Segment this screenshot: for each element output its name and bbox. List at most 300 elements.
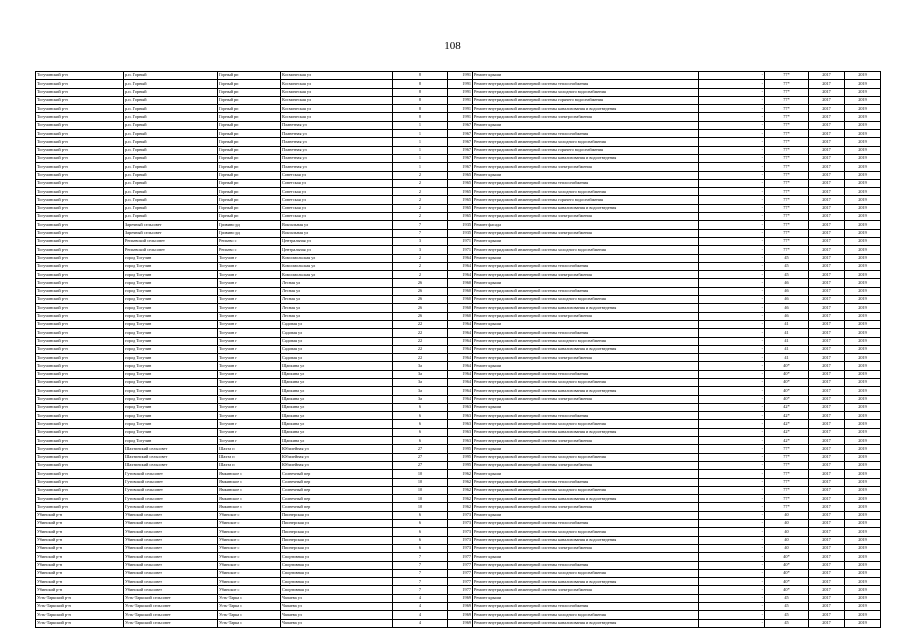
cell-work-type: Ремонт внутридомовой инженерной системы холодного водоснабжения: [473, 569, 699, 577]
cell-work-type: Ремонт внутридомовой инженерной системы теплоснабжения: [473, 329, 699, 337]
cell-year-from: 2017: [809, 171, 845, 179]
cell-year-to: 2019: [845, 495, 881, 503]
cell-district: Тогучинский р-н: [36, 461, 124, 469]
cell-settlement: Заречный сельсовет: [124, 221, 218, 229]
cell-val-b: 46: [765, 296, 809, 304]
cell-house: 7: [393, 553, 448, 561]
cell-locality: Ямкинское с: [218, 478, 281, 486]
cell-year: 1995: [448, 445, 473, 453]
cell-house: 3: [393, 237, 448, 245]
table-row: [36, 130, 881, 138]
cell-locality: Тогучин г: [218, 403, 281, 411]
cell-year-from: 2017: [809, 395, 845, 403]
cell-work-type: Ремонт крыши: [473, 320, 699, 328]
cell-locality: Убинское с: [218, 553, 281, 561]
cell-house: 3а: [393, 378, 448, 386]
cell-year-to: 2019: [845, 121, 881, 129]
cell-year-from: 2017: [809, 154, 845, 162]
cell-district: Тогучинский р-н: [36, 378, 124, 386]
cell-street: Спортивная ул: [281, 586, 393, 594]
table-row: [36, 503, 881, 511]
cell-year: 1964: [448, 254, 473, 262]
cell-year-to: 2019: [845, 337, 881, 345]
cell-street: Советская ул: [281, 179, 393, 187]
cell-locality: Тогучин г: [218, 362, 281, 370]
cell-work-type: Ремонт внутридомовой инженерной системы электроснабжения: [473, 271, 699, 279]
cell-settlement: город Тогучин: [124, 312, 218, 320]
cell-val-b: 77*: [765, 130, 809, 138]
table-row: [36, 304, 881, 312]
cell-district: Тогучинский р-н: [36, 121, 124, 129]
cell-year: 1964: [448, 262, 473, 270]
cell-val-a: -: [699, 271, 765, 279]
cell-street: Чапаева ул: [281, 611, 393, 619]
cell-val-a: -: [699, 163, 765, 171]
cell-locality: Горный рп: [218, 96, 281, 104]
table-row: [36, 536, 881, 544]
cell-year-to: 2019: [845, 445, 881, 453]
cell-work-type: Ремонт внутридомовой инженерной системы канализования и водоотведения: [473, 619, 699, 627]
cell-year-to: 2019: [845, 362, 881, 370]
cell-year-from: 2017: [809, 486, 845, 494]
cell-locality: Горный рп: [218, 130, 281, 138]
cell-settlement: Гутовский сельсовет: [124, 495, 218, 503]
cell-year-to: 2019: [845, 154, 881, 162]
cell-val-b: 77*: [765, 138, 809, 146]
cell-settlement: р.п. Горный: [124, 113, 218, 121]
cell-year-from: 2017: [809, 403, 845, 411]
table-body: [36, 72, 881, 628]
cell-year-from: 2017: [809, 611, 845, 619]
cell-district: Тогучинский р-н: [36, 105, 124, 113]
cell-house: 22: [393, 329, 448, 337]
cell-val-a: -: [699, 246, 765, 254]
cell-settlement: р.п. Горный: [124, 72, 218, 80]
cell-year-from: 2017: [809, 445, 845, 453]
cell-locality: Тогучин г: [218, 262, 281, 270]
cell-work-type: Ремонт крыши: [473, 171, 699, 179]
cell-locality: Тогучин г: [218, 279, 281, 287]
cell-district: Тогучинский р-н: [36, 345, 124, 353]
cell-work-type: Ремонт внутридомовой инженерной системы холодного водоснабжения: [473, 528, 699, 536]
cell-work-type: Ремонт внутридомовой инженерной системы канализования и водоотведения: [473, 578, 699, 586]
cell-year-to: 2019: [845, 603, 881, 611]
cell-year-from: 2017: [809, 337, 845, 345]
cell-house: 2: [393, 271, 448, 279]
cell-year: 1967: [448, 163, 473, 171]
cell-settlement: город Тогучин: [124, 296, 218, 304]
cell-house: 3а: [393, 395, 448, 403]
cell-street: Вокзальная ул: [281, 221, 393, 229]
cell-street: Спортивная ул: [281, 578, 393, 586]
cell-year-to: 2019: [845, 196, 881, 204]
cell-street: Спортивная ул: [281, 569, 393, 577]
cell-year: 1967: [448, 138, 473, 146]
cell-locality: Тогучин г: [218, 254, 281, 262]
cell-year-to: 2019: [845, 312, 881, 320]
cell-locality: Убинское с: [218, 536, 281, 544]
cell-district: Усть-Таркский р-н: [36, 594, 124, 602]
cell-district: Тогучинский р-н: [36, 312, 124, 320]
cell-locality: Тогучин г: [218, 437, 281, 445]
cell-val-a: -: [699, 287, 765, 295]
table-row: [36, 171, 881, 179]
cell-locality: Горный рп: [218, 213, 281, 221]
cell-settlement: р.п. Горный: [124, 96, 218, 104]
cell-street: Лесная ул: [281, 296, 393, 304]
cell-val-a: -: [699, 329, 765, 337]
table-row: [36, 354, 881, 362]
cell-val-b: 77*: [765, 96, 809, 104]
cell-year-to: 2019: [845, 395, 881, 403]
cell-year-from: 2017: [809, 262, 845, 270]
table-row: [36, 105, 881, 113]
cell-val-a: -: [699, 80, 765, 88]
cell-house: 4: [393, 603, 448, 611]
cell-settlement: Усть-Таркский сельсовет: [124, 594, 218, 602]
cell-district: Усть-Таркский р-н: [36, 611, 124, 619]
cell-district: Тогучинский р-н: [36, 453, 124, 461]
cell-year: 1969: [448, 611, 473, 619]
cell-settlement: город Тогучин: [124, 387, 218, 395]
cell-val-b: 77*: [765, 221, 809, 229]
cell-val-a: -: [699, 154, 765, 162]
cell-val-b: 40*: [765, 378, 809, 386]
cell-year: 1991: [448, 105, 473, 113]
cell-year-to: 2019: [845, 544, 881, 552]
cell-house: 2: [393, 254, 448, 262]
cell-house: 2: [393, 188, 448, 196]
cell-val-a: -: [699, 420, 765, 428]
cell-work-type: Ремонт внутридомовой инженерной системы холодного водоснабжения: [473, 420, 699, 428]
cell-year: 1965: [448, 188, 473, 196]
cell-work-type: Ремонт крыши: [473, 445, 699, 453]
cell-val-b: 46: [765, 279, 809, 287]
cell-locality: Ямкинское с: [218, 503, 281, 511]
cell-street: Советская ул: [281, 196, 393, 204]
cell-year: 1960: [448, 304, 473, 312]
cell-locality: Тогучин г: [218, 387, 281, 395]
cell-year-from: 2017: [809, 130, 845, 138]
cell-year-to: 2019: [845, 428, 881, 436]
cell-district: Тогучинский р-н: [36, 221, 124, 229]
cell-house: 8: [393, 113, 448, 121]
cell-district: Тогучинский р-н: [36, 271, 124, 279]
cell-locality: Убинское с: [218, 528, 281, 536]
cell-house: 26: [393, 304, 448, 312]
cell-val-b: 77*: [765, 163, 809, 171]
cell-street: Спортивная ул: [281, 561, 393, 569]
cell-locality: Тогучин г: [218, 287, 281, 295]
table-row: [36, 320, 881, 328]
cell-val-a: -: [699, 237, 765, 245]
cell-work-type: Ремонт внутридомовой инженерной системы теплоснабжения: [473, 412, 699, 420]
cell-street: Щапкина ул: [281, 437, 393, 445]
cell-district: Убинский р-н: [36, 553, 124, 561]
cell-work-type: Ремонт крыши: [473, 279, 699, 287]
table-row: [36, 453, 881, 461]
cell-street: Центральная ул: [281, 237, 393, 245]
cell-year: 1991: [448, 96, 473, 104]
cell-val-a: -: [699, 320, 765, 328]
cell-val-a: -: [699, 520, 765, 528]
table-row: [36, 229, 881, 237]
cell-locality: Репьево с: [218, 237, 281, 245]
cell-year: 1977: [448, 553, 473, 561]
cell-locality: Усть-Тарка с: [218, 611, 281, 619]
cell-locality: Тогучин г: [218, 354, 281, 362]
cell-street: Щапкина ул: [281, 412, 393, 420]
cell-house: 6: [393, 544, 448, 552]
cell-work-type: Ремонт внутридомовой инженерной системы теплоснабжения: [473, 370, 699, 378]
cell-year-to: 2019: [845, 171, 881, 179]
cell-locality: Тогучин г: [218, 370, 281, 378]
cell-locality: Тогучин г: [218, 304, 281, 312]
cell-street: Космическая ул: [281, 80, 393, 88]
cell-year-from: 2017: [809, 603, 845, 611]
cell-year-from: 2017: [809, 138, 845, 146]
cell-val-b: 42*: [765, 428, 809, 436]
cell-settlement: город Тогучин: [124, 320, 218, 328]
cell-district: Тогучинский р-н: [36, 387, 124, 395]
cell-year-from: 2017: [809, 553, 845, 561]
cell-house: 2: [393, 204, 448, 212]
cell-year-to: 2019: [845, 586, 881, 594]
cell-settlement: Шахтинский сельсовет: [124, 453, 218, 461]
cell-street: Садовая ул: [281, 354, 393, 362]
cell-val-a: -: [699, 603, 765, 611]
table-row: [36, 163, 881, 171]
cell-house: 3а: [393, 387, 448, 395]
cell-settlement: Убинский сельсовет: [124, 553, 218, 561]
cell-street: Космическая ул: [281, 72, 393, 80]
cell-year: 1991: [448, 113, 473, 121]
cell-year-from: 2017: [809, 578, 845, 586]
table-row: [36, 254, 881, 262]
cell-year-from: 2017: [809, 213, 845, 221]
cell-val-b: 77*: [765, 154, 809, 162]
cell-work-type: Ремонт внутридомовой инженерной системы теплоснабжения: [473, 520, 699, 528]
cell-locality: Ямкинское с: [218, 486, 281, 494]
cell-work-type: Ремонт крыши: [473, 403, 699, 411]
cell-settlement: р.п. Горный: [124, 179, 218, 187]
cell-house: 1: [393, 163, 448, 171]
cell-locality: Гривино рд: [218, 221, 281, 229]
cell-work-type: Ремонт внутридомовой инженерной системы холодного водоснабжения: [473, 486, 699, 494]
cell-work-type: Ремонт внутридомовой инженерной системы теплоснабжения: [473, 287, 699, 295]
cell-locality: Горный рп: [218, 171, 281, 179]
cell-house: 1: [393, 130, 448, 138]
table-row: [36, 594, 881, 602]
cell-settlement: р.п. Горный: [124, 88, 218, 96]
cell-val-a: -: [699, 528, 765, 536]
cell-work-type: Ремонт внутридомовой инженерной системы теплоснабжения: [473, 179, 699, 187]
cell-street: Пионерская ул: [281, 544, 393, 552]
cell-year-to: 2019: [845, 420, 881, 428]
cell-year-to: 2019: [845, 146, 881, 154]
cell-year-to: 2019: [845, 578, 881, 586]
cell-settlement: город Тогучин: [124, 304, 218, 312]
cell-district: Тогучинский р-н: [36, 188, 124, 196]
cell-year-from: 2017: [809, 204, 845, 212]
table-row: [36, 146, 881, 154]
table-row: [36, 437, 881, 445]
cell-year: 1991: [448, 72, 473, 80]
cell-locality: Горный рп: [218, 204, 281, 212]
cell-val-a: -: [699, 395, 765, 403]
cell-year-from: 2017: [809, 146, 845, 154]
cell-year-from: 2017: [809, 246, 845, 254]
cell-year-from: 2017: [809, 470, 845, 478]
cell-val-b: 40: [765, 536, 809, 544]
cell-settlement: город Тогучин: [124, 437, 218, 445]
cell-settlement: город Тогучин: [124, 354, 218, 362]
cell-year-to: 2019: [845, 105, 881, 113]
cell-year-to: 2019: [845, 163, 881, 171]
cell-street: Чапаева ул: [281, 603, 393, 611]
table-row: [36, 412, 881, 420]
cell-work-type: Ремонт внутридомовой инженерной системы канализования и водоотведения: [473, 495, 699, 503]
cell-year: 1965: [448, 213, 473, 221]
cell-val-a: -: [699, 279, 765, 287]
cell-year-from: 2017: [809, 221, 845, 229]
cell-district: Убинский р-н: [36, 561, 124, 569]
cell-district: Тогучинский р-н: [36, 171, 124, 179]
cell-district: Убинский р-н: [36, 586, 124, 594]
cell-year: 1964: [448, 370, 473, 378]
cell-year: 1964: [448, 271, 473, 279]
cell-year-to: 2019: [845, 528, 881, 536]
cell-val-b: 77*: [765, 486, 809, 494]
cell-district: Тогучинский р-н: [36, 478, 124, 486]
cell-house: 8: [393, 96, 448, 104]
cell-work-type: Ремонт внутридомовой инженерной системы горячего водоснабжения: [473, 96, 699, 104]
table-row: [36, 370, 881, 378]
cell-val-b: 41: [765, 329, 809, 337]
cell-street: Комсомольская ул: [281, 262, 393, 270]
cell-year-from: 2017: [809, 254, 845, 262]
cell-district: Тогучинский р-н: [36, 370, 124, 378]
cell-year-to: 2019: [845, 378, 881, 386]
cell-street: Лесная ул: [281, 312, 393, 320]
cell-settlement: город Тогучин: [124, 329, 218, 337]
cell-year: 1960: [448, 312, 473, 320]
cell-val-b: 40: [765, 528, 809, 536]
cell-year: 1962: [448, 470, 473, 478]
cell-val-b: 42*: [765, 412, 809, 420]
cell-year-to: 2019: [845, 287, 881, 295]
cell-locality: Тогучин г: [218, 395, 281, 403]
cell-street: Чапаева ул: [281, 594, 393, 602]
cell-locality: Ямкинское с: [218, 495, 281, 503]
cell-year: 1964: [448, 320, 473, 328]
cell-house: 2: [393, 262, 448, 270]
cell-district: Тогучинский р-н: [36, 163, 124, 171]
cell-year-from: 2017: [809, 105, 845, 113]
table-row: [36, 271, 881, 279]
cell-val-b: 45: [765, 254, 809, 262]
cell-year-from: 2017: [809, 354, 845, 362]
cell-year: 1963: [448, 437, 473, 445]
cell-settlement: р.п. Горный: [124, 196, 218, 204]
table-row: [36, 470, 881, 478]
table-row: [36, 428, 881, 436]
cell-house: 8: [393, 80, 448, 88]
cell-street: Садовая ул: [281, 320, 393, 328]
cell-district: Тогучинский р-н: [36, 146, 124, 154]
cell-work-type: Ремонт внутридомовой инженерной системы теплоснабжения: [473, 561, 699, 569]
cell-street: Советская ул: [281, 204, 393, 212]
cell-settlement: Убинский сельсовет: [124, 561, 218, 569]
cell-settlement: город Тогучин: [124, 345, 218, 353]
table-row: [36, 237, 881, 245]
cell-house: 1: [393, 154, 448, 162]
cell-street: Юбилейная ул: [281, 461, 393, 469]
cell-val-a: -: [699, 594, 765, 602]
cell-settlement: Убинский сельсовет: [124, 528, 218, 536]
cell-year: 1977: [448, 578, 473, 586]
cell-settlement: город Тогучин: [124, 370, 218, 378]
cell-year: 1977: [448, 561, 473, 569]
table-row: [36, 520, 881, 528]
cell-street: Советская ул: [281, 213, 393, 221]
cell-year: 1965: [448, 204, 473, 212]
cell-work-type: Ремонт внутридомовой инженерной системы канализования и водоотведения: [473, 536, 699, 544]
cell-district: Тогучинский р-н: [36, 130, 124, 138]
cell-val-a: -: [699, 146, 765, 154]
cell-district: Тогучинский р-н: [36, 213, 124, 221]
table-row: [36, 544, 881, 552]
cell-year: 1962: [448, 486, 473, 494]
cell-val-a: -: [699, 362, 765, 370]
table-row: [36, 403, 881, 411]
cell-year-to: 2019: [845, 304, 881, 312]
cell-val-b: 77*: [765, 113, 809, 121]
cell-locality: Тогучин г: [218, 271, 281, 279]
cell-year: 1991: [448, 80, 473, 88]
cell-val-b: 40*: [765, 578, 809, 586]
cell-val-a: -: [699, 105, 765, 113]
cell-year-from: 2017: [809, 362, 845, 370]
cell-settlement: Убинский сельсовет: [124, 544, 218, 552]
cell-settlement: Убинский сельсовет: [124, 586, 218, 594]
cell-district: Тогучинский р-н: [36, 80, 124, 88]
cell-locality: Горный рп: [218, 88, 281, 96]
cell-district: Убинский р-н: [36, 569, 124, 577]
cell-work-type: Ремонт крыши: [473, 254, 699, 262]
cell-year-from: 2017: [809, 437, 845, 445]
cell-val-a: -: [699, 437, 765, 445]
cell-val-b: 46: [765, 287, 809, 295]
cell-year-to: 2019: [845, 520, 881, 528]
cell-year-to: 2019: [845, 80, 881, 88]
cell-district: Тогучинский р-н: [36, 96, 124, 104]
cell-val-a: -: [699, 304, 765, 312]
cell-settlement: р.п. Горный: [124, 213, 218, 221]
cell-work-type: Ремонт внутридомовой инженерной системы канализования и водоотведения: [473, 204, 699, 212]
cell-district: Тогучинский р-н: [36, 254, 124, 262]
cell-year-to: 2019: [845, 221, 881, 229]
cell-val-b: 42*: [765, 403, 809, 411]
cell-val-a: -: [699, 138, 765, 146]
cell-house: 3: [393, 246, 448, 254]
cell-year-from: 2017: [809, 312, 845, 320]
cell-settlement: город Тогучин: [124, 428, 218, 436]
cell-year: 1960: [448, 287, 473, 295]
table-row: [36, 378, 881, 386]
cell-locality: Ямкинское с: [218, 470, 281, 478]
cell-val-b: 40*: [765, 569, 809, 577]
